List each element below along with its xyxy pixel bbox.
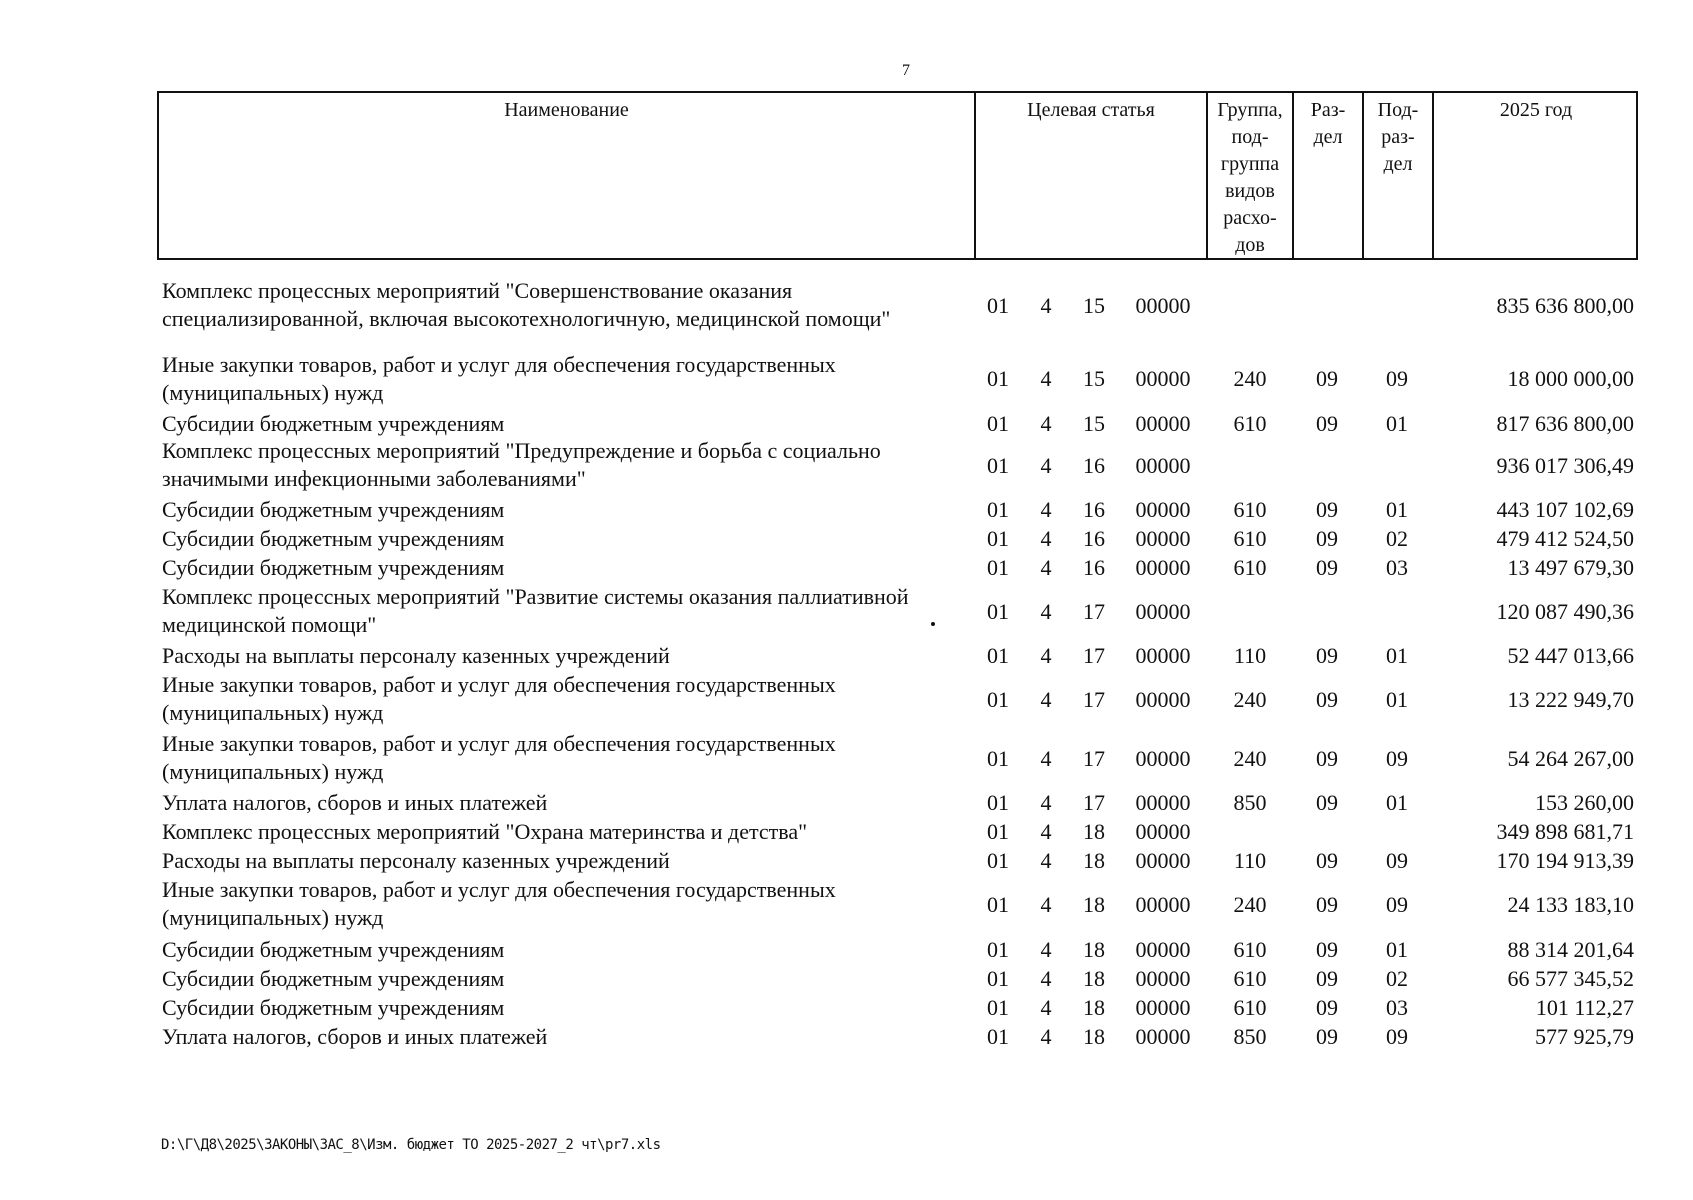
header-section-line: дел [1313,126,1343,148]
cell-amount: 817 636 800,00 [1496,411,1634,436]
cell-amount: 443 107 102,69 [1496,497,1634,522]
cell-code-subprogram: 4 [1040,746,1052,771]
cell-section: 09 [1316,643,1338,668]
cell-code-complex: 16 [1083,555,1105,580]
cell-code-subprogram: 4 [1040,453,1052,478]
cell-code-subprogram: 4 [1040,555,1052,580]
cell-expense-group: 240 [1233,892,1267,917]
cell-expense-group: 610 [1233,995,1267,1020]
cell-name: Комплекс процессных мероприятий "Совершенствование оказания специализированной, включая высокотехнологичную, медицинской помощи" [162,278,891,331]
header-section [1294,97,1362,151]
table-row [0,965,1693,993]
cell-expense-group: 610 [1233,555,1267,580]
cell-code-subprogram: 4 [1040,1024,1052,1049]
cell-code-direction: 00000 [1135,995,1191,1020]
cell-section: 09 [1316,366,1338,391]
cell-code-direction: 00000 [1135,687,1191,712]
cell-code-program: 01 [987,643,1009,668]
cell-code-program: 01 [987,937,1009,962]
header-group-line: дов [1235,234,1265,256]
cell-name: Расходы на выплаты персоналу казенных учреждений [162,848,670,873]
cell-amount: 835 636 800,00 [1496,293,1634,318]
cell-section: 09 [1316,526,1338,551]
cell-code-program: 01 [987,995,1009,1020]
cell-section: 09 [1316,411,1338,436]
cell-name: Иные закупки товаров, работ и услуг для обеспечения государственных (муниципальных) нужд [162,731,836,784]
cell-section: 09 [1316,966,1338,991]
table-row [0,642,1693,670]
cell-code-subprogram: 4 [1040,995,1052,1020]
cell-code-direction: 00000 [1135,892,1191,917]
cell-code-subprogram: 4 [1040,526,1052,551]
cell-expense-group: 610 [1233,966,1267,991]
header-name: Наименование [504,99,629,121]
cell-code-program: 01 [987,293,1009,318]
cell-code-complex: 17 [1083,746,1105,771]
cell-code-program: 01 [987,411,1009,436]
cell-section: 09 [1316,892,1338,917]
cell-subsection: 03 [1386,555,1408,580]
header-subsection-line: дел [1383,153,1413,175]
cell-code-complex: 17 [1083,599,1105,624]
table-row [0,847,1693,875]
cell-code-program: 01 [987,453,1009,478]
cell-expense-group: 610 [1233,937,1267,962]
cell-code-complex: 18 [1083,937,1105,962]
cell-code-direction: 00000 [1135,746,1191,771]
cell-code-direction: 00000 [1135,819,1191,844]
cell-code-program: 01 [987,497,1009,522]
cell-code-direction: 00000 [1135,790,1191,815]
stray-mark [931,622,935,626]
table-row [0,671,1693,729]
table-row [0,277,1693,335]
cell-code-subprogram: 4 [1040,293,1052,318]
cell-section: 09 [1316,1024,1338,1049]
cell-section: 09 [1316,497,1338,522]
cell-name: Иные закупки товаров, работ и услуг для обеспечения государственных (муниципальных) нужд [162,672,836,725]
cell-section: 09 [1316,555,1338,580]
table-row [0,1023,1693,1051]
cell-amount: 153 260,00 [1535,790,1634,815]
cell-subsection: 09 [1386,746,1408,771]
table-row [0,554,1693,582]
cell-name: Иные закупки товаров, работ и услуг для обеспечения государственных (муниципальных) нужд [162,352,836,405]
header-year: 2025 год [1499,99,1573,121]
cell-expense-group: 240 [1233,746,1267,771]
cell-code-subprogram: 4 [1040,687,1052,712]
cell-code-complex: 15 [1083,293,1105,318]
table-row [0,496,1693,524]
header-group-line: Группа, [1217,99,1283,121]
cell-code-direction: 00000 [1135,599,1191,624]
cell-name: Субсидии бюджетным учреждениям [162,526,505,551]
cell-subsection: 01 [1386,790,1408,815]
cell-code-subprogram: 4 [1040,643,1052,668]
header-group-line: расхо- [1223,207,1277,229]
cell-code-program: 01 [987,966,1009,991]
cell-code-program: 01 [987,790,1009,815]
cell-code-direction: 00000 [1135,555,1191,580]
cell-amount: 349 898 681,71 [1496,819,1634,844]
cell-amount: 54 264 267,00 [1507,746,1634,771]
cell-code-program: 01 [987,526,1009,551]
cell-code-subprogram: 4 [1040,819,1052,844]
cell-subsection: 09 [1386,1024,1408,1049]
cell-name: Субсидии бюджетным учреждениям [162,995,505,1020]
cell-subsection: 02 [1386,966,1408,991]
table-row [0,876,1693,934]
cell-subsection: 09 [1386,892,1408,917]
cell-section: 09 [1316,746,1338,771]
cell-amount: 52 447 013,66 [1507,643,1634,668]
cell-name: Комплекс процессных мероприятий "Развитие системы оказания паллиативной медицинской помощи" [162,584,909,637]
cell-expense-group: 850 [1233,1024,1267,1049]
header-group-line: под- [1231,126,1269,148]
cell-name: Расходы на выплаты персоналу казенных учреждений [162,643,670,668]
cell-code-subprogram: 4 [1040,790,1052,815]
cell-amount: 101 112,27 [1535,995,1634,1020]
cell-name: Уплата налогов, сборов и иных платежей [162,790,548,815]
cell-subsection: 01 [1386,497,1408,522]
cell-code-complex: 16 [1083,526,1105,551]
cell-subsection: 09 [1386,848,1408,873]
header-group-line: видов [1225,180,1275,202]
cell-subsection: 01 [1386,937,1408,962]
cell-expense-group: 110 [1233,643,1267,668]
cell-code-complex: 18 [1083,848,1105,873]
cell-code-subprogram: 4 [1040,937,1052,962]
header-subsection-line: раз- [1381,126,1415,148]
cell-code-program: 01 [987,746,1009,771]
cell-code-program: 01 [987,599,1009,624]
cell-code-subprogram: 4 [1040,848,1052,873]
cell-name: Субсидии бюджетным учреждениям [162,555,505,580]
cell-subsection: 02 [1386,526,1408,551]
cell-amount: 24 133 183,10 [1507,892,1634,917]
cell-amount: 170 194 913,39 [1496,848,1634,873]
cell-code-program: 01 [987,848,1009,873]
cell-name: Субсидии бюджетным учреждениям [162,966,505,991]
table-row [0,730,1693,788]
cell-code-subprogram: 4 [1040,497,1052,522]
cell-subsection: 01 [1386,687,1408,712]
cell-amount: 18 000 000,00 [1507,366,1634,391]
cell-code-complex: 18 [1083,966,1105,991]
cell-amount: 120 087 490,36 [1496,599,1634,624]
page-number: 7 [902,62,910,79]
cell-name: Субсидии бюджетным учреждениям [162,497,505,522]
cell-amount: 13 497 679,30 [1507,555,1634,580]
cell-expense-group: 240 [1233,687,1267,712]
table-header [157,91,1638,260]
cell-code-direction: 00000 [1135,848,1191,873]
cell-code-program: 01 [987,819,1009,844]
table-row [0,437,1693,495]
cell-code-direction: 00000 [1135,1024,1191,1049]
cell-code-complex: 17 [1083,643,1105,668]
cell-code-complex: 16 [1083,497,1105,522]
cell-code-complex: 18 [1083,819,1105,844]
cell-section: 09 [1316,937,1338,962]
cell-code-complex: 15 [1083,366,1105,391]
table-row [0,525,1693,553]
cell-name: Субсидии бюджетным учреждениям [162,411,505,436]
cell-amount: 13 222 949,70 [1507,687,1634,712]
table-row [0,789,1693,817]
cell-expense-group: 240 [1233,366,1267,391]
cell-amount: 479 412 524,50 [1496,526,1634,551]
cell-code-direction: 00000 [1135,966,1191,991]
cell-code-complex: 18 [1083,995,1105,1020]
table-row [0,936,1693,964]
cell-code-direction: 00000 [1135,497,1191,522]
cell-subsection: 01 [1386,411,1408,436]
cell-code-subprogram: 4 [1040,411,1052,436]
footer-file-path: D:\Г\Д8\2025\ЗАКОНЫ\ЗАС_8\Изм. бюджет ТО 2025-2027_2 чт\pr7.xls [161,1137,661,1153]
cell-name: Уплата налогов, сборов и иных платежей [162,1024,548,1049]
cell-code-direction: 00000 [1135,366,1191,391]
table-row [0,410,1693,438]
cell-code-complex: 15 [1083,411,1105,436]
cell-amount: 88 314 201,64 [1507,937,1634,962]
header-group-line: группа [1220,153,1280,175]
cell-code-direction: 00000 [1135,453,1191,478]
cell-section: 09 [1316,848,1338,873]
table-row [0,994,1693,1022]
cell-code-direction: 00000 [1135,937,1191,962]
table-row [0,818,1693,846]
cell-section: 09 [1316,790,1338,815]
cell-section: 09 [1316,995,1338,1020]
cell-amount: 66 577 345,52 [1507,966,1634,991]
cell-amount: 936 017 306,49 [1496,453,1634,478]
cell-name: Иные закупки товаров, работ и услуг для обеспечения государственных (муниципальных) нужд [162,877,836,930]
cell-code-subprogram: 4 [1040,892,1052,917]
cell-code-program: 01 [987,555,1009,580]
header-subsection-line: Под- [1377,99,1419,121]
cell-code-direction: 00000 [1135,411,1191,436]
cell-name: Комплекс процессных мероприятий "Охрана материнства и детства" [162,819,808,844]
cell-code-subprogram: 4 [1040,599,1052,624]
cell-expense-group: 610 [1233,497,1267,522]
header-target-article: Целевая статья [1027,99,1155,121]
cell-code-program: 01 [987,687,1009,712]
cell-code-program: 01 [987,892,1009,917]
cell-name: Субсидии бюджетным учреждениям [162,937,505,962]
cell-code-direction: 00000 [1135,643,1191,668]
cell-code-complex: 18 [1083,892,1105,917]
cell-subsection: 01 [1386,643,1408,668]
cell-subsection: 03 [1386,995,1408,1020]
cell-code-direction: 00000 [1135,293,1191,318]
cell-code-subprogram: 4 [1040,366,1052,391]
cell-expense-group: 610 [1233,526,1267,551]
cell-expense-group: 850 [1233,790,1267,815]
header-section-line: Раз- [1310,99,1346,121]
cell-code-complex: 16 [1083,453,1105,478]
header-expense-group [1208,97,1292,259]
cell-subsection: 09 [1386,366,1408,391]
cell-name: Комплекс процессных мероприятий "Предупреждение и борьба с социально значимыми инфекционными заболеваниями" [162,438,881,491]
cell-section: 09 [1316,687,1338,712]
cell-amount: 577 925,79 [1535,1024,1634,1049]
cell-code-complex: 17 [1083,790,1105,815]
cell-expense-group: 110 [1233,848,1267,873]
cell-expense-group: 610 [1233,411,1267,436]
table-row [0,583,1693,641]
cell-code-program: 01 [987,366,1009,391]
cell-code-complex: 17 [1083,687,1105,712]
cell-code-direction: 00000 [1135,526,1191,551]
table-row [0,351,1693,407]
cell-code-subprogram: 4 [1040,966,1052,991]
header-subsection [1364,97,1432,178]
cell-code-complex: 18 [1083,1024,1105,1049]
cell-code-program: 01 [987,1024,1009,1049]
